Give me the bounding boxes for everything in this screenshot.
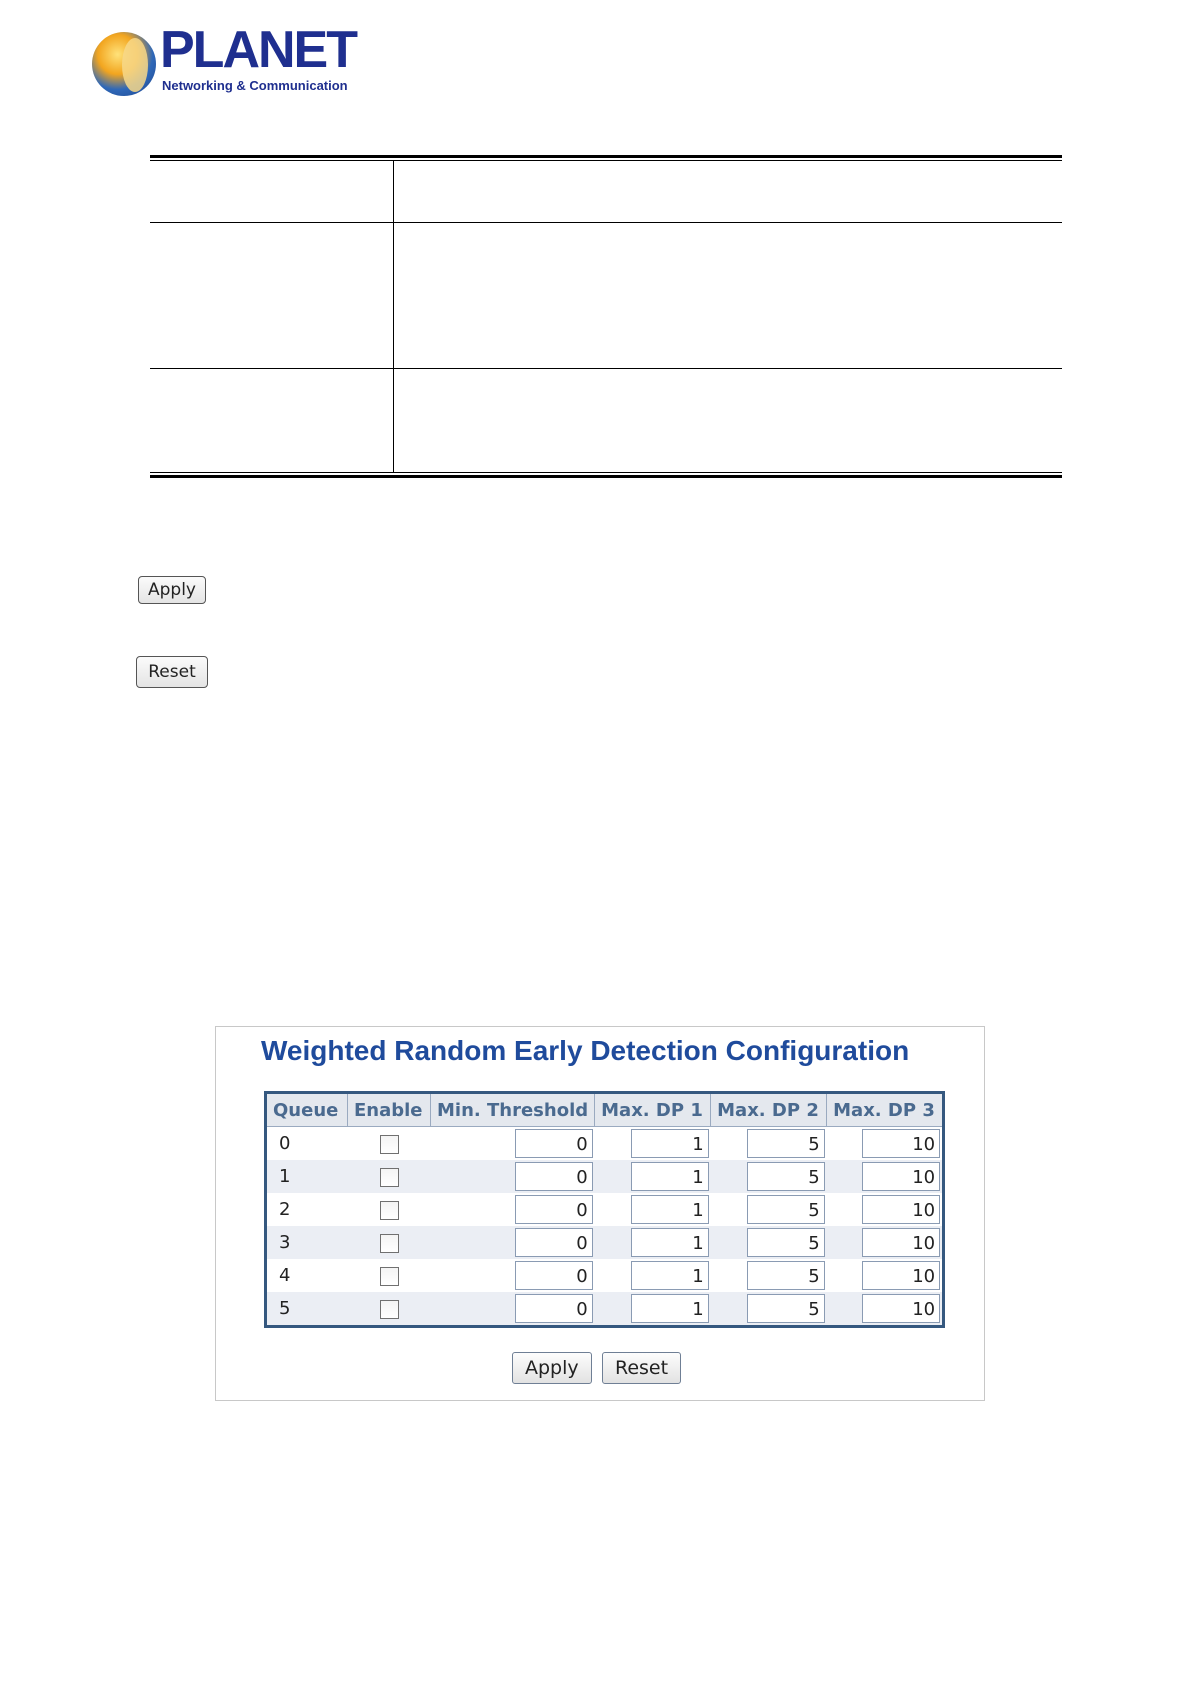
enable-cell <box>348 1259 431 1292</box>
min-threshold-input[interactable]: 0 <box>515 1195 593 1224</box>
reset-button[interactable]: Reset <box>136 656 208 688</box>
table-row <box>266 1160 944 1193</box>
min-threshold-input[interactable]: 0 <box>515 1228 593 1257</box>
enable-checkbox[interactable] <box>380 1267 399 1286</box>
table-top-rule-inner <box>150 160 1062 161</box>
min-threshold-cell <box>431 1259 595 1292</box>
enable-cell <box>348 1226 431 1259</box>
max-dp3-input[interactable]: 10 <box>862 1228 940 1257</box>
enable-cell <box>348 1160 431 1193</box>
max-dp1-cell <box>595 1127 711 1161</box>
logo-tagline: Networking & Communication <box>162 78 348 93</box>
table-row-divider <box>150 222 1062 223</box>
column-header-max-dp3: Max. DP 3 <box>827 1093 944 1127</box>
min-threshold-cell <box>431 1160 595 1193</box>
max-dp3-input[interactable]: 10 <box>862 1162 940 1191</box>
min-threshold-input[interactable]: 0 <box>515 1261 593 1290</box>
max-dp3-input[interactable]: 10 <box>862 1294 940 1323</box>
max-dp2-input[interactable]: 5 <box>747 1294 825 1323</box>
enable-cell <box>348 1193 431 1226</box>
table-column-divider <box>393 161 394 473</box>
max-dp1-cell <box>595 1259 711 1292</box>
wred-config-panel <box>215 1026 985 1401</box>
min-threshold-cell <box>431 1127 595 1161</box>
min-threshold-cell <box>431 1292 595 1327</box>
max-dp1-input[interactable]: 1 <box>631 1228 709 1257</box>
min-threshold-input[interactable]: 0 <box>515 1129 593 1158</box>
panel-apply-button[interactable]: Apply <box>512 1352 592 1384</box>
max-dp1-input[interactable]: 1 <box>631 1261 709 1290</box>
max-dp1-input[interactable]: 1 <box>631 1294 709 1323</box>
max-dp3-cell <box>827 1193 944 1226</box>
column-header-enable: Enable <box>348 1093 431 1127</box>
max-dp3-cell <box>827 1226 944 1259</box>
enable-checkbox[interactable] <box>380 1300 399 1319</box>
queue-cell: 0 <box>266 1127 348 1161</box>
table-row <box>266 1193 944 1226</box>
max-dp2-cell <box>711 1292 827 1327</box>
queue-cell: 3 <box>266 1226 348 1259</box>
max-dp3-input[interactable]: 10 <box>862 1195 940 1224</box>
table-header-row <box>266 1093 944 1127</box>
max-dp2-input[interactable]: 5 <box>747 1162 825 1191</box>
enable-checkbox[interactable] <box>380 1234 399 1253</box>
queue-cell: 2 <box>266 1193 348 1226</box>
max-dp2-input[interactable]: 5 <box>747 1195 825 1224</box>
max-dp1-cell <box>595 1292 711 1327</box>
table-top-rule <box>150 155 1062 158</box>
max-dp2-cell <box>711 1259 827 1292</box>
table-row <box>266 1226 944 1259</box>
enable-checkbox[interactable] <box>380 1168 399 1187</box>
queue-cell: 5 <box>266 1292 348 1327</box>
max-dp2-cell <box>711 1193 827 1226</box>
wred-table <box>264 1091 945 1328</box>
max-dp2-input[interactable]: 5 <box>747 1129 825 1158</box>
max-dp2-cell <box>711 1127 827 1161</box>
max-dp1-cell <box>595 1226 711 1259</box>
table-row <box>266 1292 944 1327</box>
enable-cell <box>348 1127 431 1161</box>
description-table <box>150 155 1062 478</box>
panel-title: Weighted Random Early Detection Configuration <box>261 1035 910 1066</box>
table-bottom-rule-inner <box>150 472 1062 473</box>
max-dp2-input[interactable]: 5 <box>747 1228 825 1257</box>
column-header-queue: Queue <box>266 1093 348 1127</box>
max-dp3-cell <box>827 1292 944 1327</box>
panel-reset-button[interactable]: Reset <box>602 1352 681 1384</box>
logo-name: PLANET <box>160 21 356 79</box>
column-header-max-dp1: Max. DP 1 <box>595 1093 711 1127</box>
max-dp3-input[interactable]: 10 <box>862 1261 940 1290</box>
enable-checkbox[interactable] <box>380 1201 399 1220</box>
max-dp2-cell <box>711 1160 827 1193</box>
max-dp3-input[interactable]: 10 <box>862 1129 940 1158</box>
max-dp3-cell <box>827 1127 944 1161</box>
column-header-min-threshold: Min. Threshold <box>431 1093 595 1127</box>
min-threshold-input[interactable]: 0 <box>515 1294 593 1323</box>
max-dp3-cell <box>827 1160 944 1193</box>
max-dp1-cell <box>595 1193 711 1226</box>
table-row <box>266 1127 944 1161</box>
logo-swoosh <box>122 38 148 92</box>
apply-button[interactable]: Apply <box>138 576 206 604</box>
queue-cell: 1 <box>266 1160 348 1193</box>
planet-logo <box>92 21 356 100</box>
max-dp3-cell <box>827 1259 944 1292</box>
enable-checkbox[interactable] <box>380 1135 399 1154</box>
table-row-divider <box>150 368 1062 369</box>
min-threshold-cell <box>431 1193 595 1226</box>
enable-cell <box>348 1292 431 1327</box>
max-dp1-cell <box>595 1160 711 1193</box>
table-row <box>266 1259 944 1292</box>
table-bottom-rule <box>150 475 1062 478</box>
queue-cell: 4 <box>266 1259 348 1292</box>
max-dp1-input[interactable]: 1 <box>631 1195 709 1224</box>
max-dp1-input[interactable]: 1 <box>631 1162 709 1191</box>
column-header-max-dp2: Max. DP 2 <box>711 1093 827 1127</box>
min-threshold-input[interactable]: 0 <box>515 1162 593 1191</box>
max-dp1-input[interactable]: 1 <box>631 1129 709 1158</box>
max-dp2-cell <box>711 1226 827 1259</box>
max-dp2-input[interactable]: 5 <box>747 1261 825 1290</box>
min-threshold-cell <box>431 1226 595 1259</box>
